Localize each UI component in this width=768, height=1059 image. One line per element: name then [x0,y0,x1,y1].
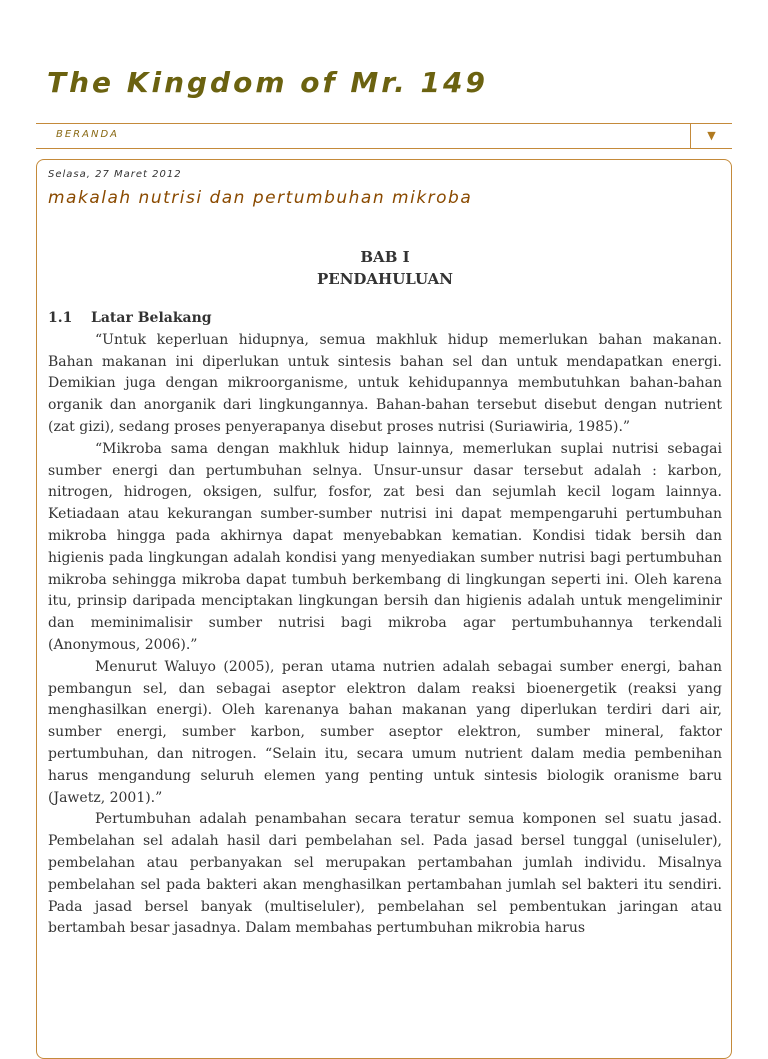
site-title[interactable]: The Kingdom of Mr. 149 [47,66,488,99]
paragraph: “Untuk keperluan hidupnya, semua makhluk hidup memerlukan bahan makanan. Bahan makanan ini diperlukan untuk sintesis bahan sel dan untuk mendapatkan energi. Demikian juga dengan mikroorganisme, untuk kehidupannya membutuhkan bahan-bahan organik dan anorganik dari lingkungannya. Bahan-bahan tersebut disebut dengan nutrient (zat gizi), sedang proses penyerapanya disebut proses nutrisi (Suriawiria, 1985).” [48,331,722,435]
section-number: 1.1 [48,310,73,326]
post-container [36,159,732,1059]
section-title: Latar Belakang [91,310,212,326]
section-heading [48,308,722,330]
post-date: Selasa, 27 Maret 2012 [48,169,182,180]
chapter-number: BAB I [360,248,410,266]
chevron-down-icon[interactable]: ▼ [690,124,732,148]
post-body [48,246,722,940]
paragraph: Menurut Waluyo (2005), peran utama nutrien adalah sebagai sumber energi, bahan pembangun sel, dan sebagai aseptor elektron dalam reaksi bioenergetik (reaksi yang menghasilkan energi). Oleh karenanya bahan makanan yang diperlukan terdiri dari air, sumber energi, sumber karbon, sumber aseptor elektron, sumber mineral, faktor pertumbuhan, dan nitrogen. “Selain itu, secara umum nutrient dalam media pembenihan harus mengandung seluruh elemen yang penting untuk sintesis biologik oranisme baru (Jawetz, 2001).” [48,658,722,806]
nav-bar [36,123,732,149]
paragraph: “Mikroba sama dengan makhluk hidup lainnya, memerlukan suplai nutrisi sebagai sumber energi dan pertumbuhan selnya. Unsur-unsur dasar tersebut adalah : karbon, nitrogen, hidrogen, oksigen, sulfur, fosfor, zat besi dan sejumlah kecil logam lainnya. Ketiadaan atau kekurangan sumber-sumber nutrisi ini dapat mempengaruhi pertumbuhan mikroba hingga pada akhirnya dapat menyebabkan kematian. Kondisi tidak bersih dan higienis pada lingkungan adalah kondisi yang menyediakan sumber nutrisi bagi pertumbuhan mikroba sehingga mikroba dapat tumbuh berkembang di lingkungan seperti ini. Oleh karena itu, prinsip daripada menciptakan lingkungan bersih dan higienis adalah untuk mengeliminir dan meminimalisir sumber nutrisi bagi mikroba agar pertumbuhannya terkendali (Anonymous, 2006).” [48,440,722,653]
paragraph: Pertumbuhan adalah penambahan secara teratur semua komponen sel suatu jasad. Pembelahan sel adalah hasil dari pembelahan sel. Pada jasad bersel tunggal (uniseluler), pembelahan atau perbanyakan sel merupakan pertambahan jumlah individu. Misalnya pembelahan sel pada bakteri akan menghasilkan pertambahan jumlah sel bakteri itu sendiri. Pada jasad bersel banyak (multiseluler), pembelahan sel pembentukan jaringan atau bertambah besar jasadnya. Dalam membahas pertumbuhan mikrobia harus [48,811,722,937]
post-title[interactable]: makalah nutrisi dan pertumbuhan mikroba [48,188,473,208]
nav-home-link[interactable]: BERANDA [56,129,119,140]
chapter-title: PENDAHULUAN [316,270,454,288]
